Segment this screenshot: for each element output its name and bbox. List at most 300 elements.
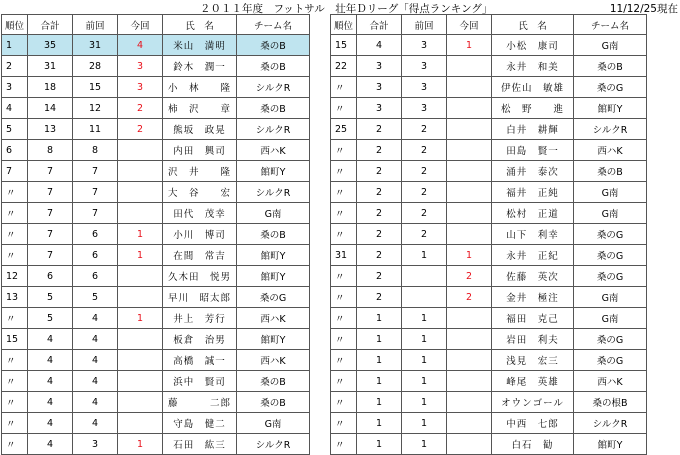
table-row (2, 392, 310, 413)
player-name-cell: 大 谷 宏 (163, 182, 237, 203)
previous-cell: 5 (73, 287, 118, 308)
current-cell: 2 (447, 287, 492, 308)
player-name-cell: 永井 和美 (492, 56, 574, 77)
total-cell: 1 (357, 434, 402, 455)
previous-cell: 3 (402, 77, 447, 98)
table-row (2, 98, 310, 119)
previous-cell: 1 (402, 308, 447, 329)
player-name-cell: 中西 七郎 (492, 413, 574, 434)
previous-cell: 1 (402, 371, 447, 392)
header-previous: 前回 (73, 15, 118, 35)
team-cell: 西ハK (574, 140, 647, 161)
rank-cell: 3 (2, 77, 28, 98)
rank-cell: 〃 (331, 182, 357, 203)
rank-cell: 〃 (331, 392, 357, 413)
total-cell: 2 (357, 182, 402, 203)
table-row (2, 308, 310, 329)
team-cell: 館町Y (574, 434, 647, 455)
rank-cell: 〃 (2, 203, 28, 224)
previous-cell: 2 (402, 224, 447, 245)
header-name: 氏 名 (163, 15, 237, 35)
player-name-cell: 佐藤 英次 (492, 266, 574, 287)
previous-cell: 7 (73, 203, 118, 224)
previous-cell: 1 (402, 413, 447, 434)
table-header-row (331, 15, 647, 35)
total-cell: 2 (357, 224, 402, 245)
current-cell (118, 266, 163, 287)
rank-cell: 〃 (331, 413, 357, 434)
rank-cell: 〃 (2, 182, 28, 203)
team-cell: 館町Y (237, 161, 310, 182)
rank-cell: 5 (2, 119, 28, 140)
team-cell: G南 (237, 203, 310, 224)
total-cell: 5 (28, 287, 73, 308)
team-cell: 桑のG (574, 224, 647, 245)
team-cell: シルクR (237, 119, 310, 140)
rank-cell: 〃 (331, 308, 357, 329)
total-cell: 18 (28, 77, 73, 98)
rank-cell: 〃 (2, 434, 28, 455)
team-cell: シルクR (574, 119, 647, 140)
team-cell: 館町Y (237, 245, 310, 266)
player-name-cell: 浅見 宏三 (492, 350, 574, 371)
rank-cell: 6 (2, 140, 28, 161)
current-cell: 2 (118, 98, 163, 119)
team-cell: 館町Y (237, 266, 310, 287)
ranking-rows-right (331, 35, 647, 455)
table-row (2, 35, 310, 56)
table-row (331, 119, 647, 140)
rank-cell: 〃 (2, 245, 28, 266)
current-cell (447, 350, 492, 371)
table-row (2, 329, 310, 350)
total-cell: 1 (357, 308, 402, 329)
table-row (2, 245, 310, 266)
team-cell: 桑のG (574, 245, 647, 266)
previous-cell: 11 (73, 119, 118, 140)
total-cell: 1 (357, 371, 402, 392)
table-row (331, 287, 647, 308)
rank-cell: 〃 (331, 371, 357, 392)
current-cell: 1 (118, 245, 163, 266)
player-name-cell: 田代 茂幸 (163, 203, 237, 224)
player-name-cell: オウンゴール (492, 392, 574, 413)
total-cell: 4 (357, 35, 402, 56)
team-cell: 桑のG (574, 77, 647, 98)
player-name-cell: 浜中 賢司 (163, 371, 237, 392)
total-cell: 2 (357, 161, 402, 182)
player-name-cell: 久木田 悦男 (163, 266, 237, 287)
current-cell: 1 (118, 434, 163, 455)
header-previous: 前回 (402, 15, 447, 35)
player-name-cell: 柿 沢 章 (163, 98, 237, 119)
table-row (2, 434, 310, 455)
player-name-cell: 在間 常吉 (163, 245, 237, 266)
header-rank: 順位 (2, 15, 28, 35)
rank-cell: 22 (331, 56, 357, 77)
team-cell: シルクR (237, 182, 310, 203)
total-cell: 2 (357, 266, 402, 287)
team-cell: 西ハK (237, 350, 310, 371)
player-name-cell: 米山 満明 (163, 35, 237, 56)
rank-cell: 〃 (331, 77, 357, 98)
current-cell (447, 224, 492, 245)
rank-cell: 〃 (331, 350, 357, 371)
previous-cell: 2 (402, 140, 447, 161)
total-cell: 1 (357, 413, 402, 434)
header-team: チーム名 (574, 15, 647, 35)
team-cell: 桑のG (574, 350, 647, 371)
rank-cell: 〃 (2, 392, 28, 413)
previous-cell: 8 (73, 140, 118, 161)
total-cell: 4 (28, 371, 73, 392)
team-cell: 桑のB (237, 224, 310, 245)
current-cell: 1 (118, 224, 163, 245)
player-name-cell: 福田 克己 (492, 308, 574, 329)
table-row (331, 392, 647, 413)
player-name-cell: 松村 正道 (492, 203, 574, 224)
table-row (331, 350, 647, 371)
total-cell: 2 (357, 140, 402, 161)
previous-cell: 4 (73, 329, 118, 350)
player-name-cell: 内田 興司 (163, 140, 237, 161)
table-row (2, 140, 310, 161)
total-cell: 7 (28, 245, 73, 266)
player-name-cell: 岩田 利夫 (492, 329, 574, 350)
team-cell: 桑のB (574, 161, 647, 182)
current-cell (118, 350, 163, 371)
rank-cell: 15 (2, 329, 28, 350)
total-cell: 2 (357, 245, 402, 266)
team-cell: G南 (237, 413, 310, 434)
player-name-cell: 金井 極注 (492, 287, 574, 308)
previous-cell: 2 (402, 203, 447, 224)
team-cell: 西ハK (237, 308, 310, 329)
current-cell (118, 371, 163, 392)
current-cell (447, 98, 492, 119)
total-cell: 4 (28, 413, 73, 434)
rank-cell: 〃 (331, 98, 357, 119)
team-cell: 桑のB (237, 56, 310, 77)
table-row (2, 182, 310, 203)
team-cell: 桑のG (574, 329, 647, 350)
rank-cell: 〃 (331, 140, 357, 161)
rank-cell: 〃 (2, 308, 28, 329)
current-cell (447, 371, 492, 392)
current-cell (447, 119, 492, 140)
previous-cell: 1 (402, 434, 447, 455)
player-name-cell: 沢 井 隆 (163, 161, 237, 182)
team-cell: シルクR (237, 77, 310, 98)
total-cell: 2 (357, 119, 402, 140)
total-cell: 2 (357, 203, 402, 224)
current-cell (447, 434, 492, 455)
team-cell: 桑のB (237, 371, 310, 392)
previous-cell (402, 287, 447, 308)
as-of-date: 11/12/25現在 (609, 3, 678, 15)
player-name-cell: 守島 健二 (163, 413, 237, 434)
player-name-cell: 早川 昭太郎 (163, 287, 237, 308)
player-name-cell: 小川 博司 (163, 224, 237, 245)
rank-cell: 31 (331, 245, 357, 266)
previous-cell: 6 (73, 245, 118, 266)
previous-cell: 1 (402, 350, 447, 371)
rank-cell: 〃 (331, 434, 357, 455)
player-name-cell: 松 野 進 (492, 98, 574, 119)
rank-cell: 〃 (331, 287, 357, 308)
current-cell (447, 140, 492, 161)
page-title: ２０１１年度 フットサル 壮年Ｄリーグ「得点ランキング」 (200, 3, 493, 15)
team-cell: G南 (574, 287, 647, 308)
rank-cell: 〃 (2, 413, 28, 434)
team-cell: G南 (574, 308, 647, 329)
rank-cell: 〃 (331, 224, 357, 245)
player-name-cell: 熊坂 政晃 (163, 119, 237, 140)
rank-cell: 〃 (331, 329, 357, 350)
player-name-cell: 井上 芳行 (163, 308, 237, 329)
total-cell: 35 (28, 35, 73, 56)
table-row (331, 35, 647, 56)
team-cell: G南 (574, 182, 647, 203)
total-cell: 7 (28, 203, 73, 224)
table-row (2, 371, 310, 392)
previous-cell: 3 (402, 35, 447, 56)
previous-cell: 28 (73, 56, 118, 77)
rank-cell: 〃 (331, 161, 357, 182)
rank-cell: 12 (2, 266, 28, 287)
rank-cell: 〃 (331, 203, 357, 224)
previous-cell: 12 (73, 98, 118, 119)
total-cell: 4 (28, 329, 73, 350)
previous-cell: 3 (402, 98, 447, 119)
total-cell: 1 (357, 329, 402, 350)
rank-cell: 〃 (2, 371, 28, 392)
player-name-cell: 板倉 治男 (163, 329, 237, 350)
team-cell: 西ハK (574, 371, 647, 392)
current-cell (447, 182, 492, 203)
player-name-cell: 石田 紘三 (163, 434, 237, 455)
previous-cell: 4 (73, 392, 118, 413)
header-name: 氏 名 (492, 15, 574, 35)
rank-cell: 7 (2, 161, 28, 182)
table-row (331, 224, 647, 245)
table-row (331, 182, 647, 203)
header-rank: 順位 (331, 15, 357, 35)
total-cell: 5 (28, 308, 73, 329)
header-team: チーム名 (237, 15, 310, 35)
total-cell: 3 (357, 98, 402, 119)
team-cell: シルクR (574, 413, 647, 434)
player-name-cell: 白井 耕輝 (492, 119, 574, 140)
team-cell: 西ハK (237, 140, 310, 161)
current-cell (447, 308, 492, 329)
previous-cell: 6 (73, 224, 118, 245)
total-cell: 7 (28, 161, 73, 182)
current-cell (118, 203, 163, 224)
previous-cell: 1 (402, 329, 447, 350)
player-name-cell: 峰尾 英雄 (492, 371, 574, 392)
rank-cell: 4 (2, 98, 28, 119)
current-cell (118, 413, 163, 434)
total-cell: 1 (357, 392, 402, 413)
previous-cell: 2 (402, 182, 447, 203)
rank-cell: 25 (331, 119, 357, 140)
previous-cell: 31 (73, 35, 118, 56)
team-cell: 桑のB (574, 56, 647, 77)
player-name-cell: 涌井 泰次 (492, 161, 574, 182)
total-cell: 4 (28, 434, 73, 455)
team-cell: 桑のG (574, 266, 647, 287)
player-name-cell: 伊佐山 敏雄 (492, 77, 574, 98)
current-cell (447, 203, 492, 224)
team-cell: 館町Y (574, 98, 647, 119)
header-current: 今回 (118, 15, 163, 35)
table-row (331, 329, 647, 350)
team-cell: G南 (574, 35, 647, 56)
rank-cell: 1 (2, 35, 28, 56)
current-cell (118, 140, 163, 161)
current-cell (118, 392, 163, 413)
player-name-cell: 田島 賢一 (492, 140, 574, 161)
previous-cell: 4 (73, 350, 118, 371)
player-name-cell: 小松 康司 (492, 35, 574, 56)
rank-cell: 〃 (2, 224, 28, 245)
table-row (331, 371, 647, 392)
total-cell: 13 (28, 119, 73, 140)
current-cell: 3 (118, 56, 163, 77)
previous-cell: 7 (73, 161, 118, 182)
total-cell: 14 (28, 98, 73, 119)
table-row (2, 224, 310, 245)
current-cell (118, 182, 163, 203)
table-header-row (2, 15, 310, 35)
team-cell: 桑のB (237, 392, 310, 413)
table-row (331, 203, 647, 224)
total-cell: 2 (357, 287, 402, 308)
current-cell: 1 (447, 245, 492, 266)
rank-cell: 13 (2, 287, 28, 308)
previous-cell: 15 (73, 77, 118, 98)
previous-cell: 7 (73, 182, 118, 203)
current-cell (447, 56, 492, 77)
previous-cell: 3 (73, 434, 118, 455)
table-row (331, 140, 647, 161)
table-row (331, 434, 647, 455)
ranking-table-right (330, 14, 647, 455)
total-cell: 6 (28, 266, 73, 287)
table-row (2, 77, 310, 98)
table-row (331, 161, 647, 182)
ranking-table-left (1, 14, 310, 455)
header-total: 合計 (28, 15, 73, 35)
previous-cell: 4 (73, 413, 118, 434)
table-row (331, 245, 647, 266)
current-cell (118, 287, 163, 308)
table-row (331, 266, 647, 287)
table-row (2, 413, 310, 434)
player-name-cell: 藤 二郎 (163, 392, 237, 413)
team-cell: シルクR (237, 434, 310, 455)
total-cell: 7 (28, 224, 73, 245)
total-cell: 31 (28, 56, 73, 77)
player-name-cell: 福井 正純 (492, 182, 574, 203)
table-row (2, 203, 310, 224)
current-cell: 2 (447, 266, 492, 287)
table-row (331, 308, 647, 329)
current-cell (447, 413, 492, 434)
table-row (2, 266, 310, 287)
table-row (2, 350, 310, 371)
table-row (331, 56, 647, 77)
current-cell: 4 (118, 35, 163, 56)
team-cell: 館町Y (237, 329, 310, 350)
ranking-rows-left (2, 35, 310, 455)
player-name-cell: 白石 勧 (492, 434, 574, 455)
total-cell: 7 (28, 182, 73, 203)
table-row (331, 77, 647, 98)
current-cell (447, 161, 492, 182)
total-cell: 8 (28, 140, 73, 161)
player-name-cell: 山下 利幸 (492, 224, 574, 245)
total-cell: 4 (28, 350, 73, 371)
player-name-cell: 鈴木 潤一 (163, 56, 237, 77)
current-cell (447, 392, 492, 413)
team-cell: 桑のB (237, 98, 310, 119)
previous-cell: 3 (402, 56, 447, 77)
rank-cell: 〃 (2, 350, 28, 371)
table-row (331, 413, 647, 434)
player-name-cell: 小 林 隆 (163, 77, 237, 98)
current-cell: 2 (118, 119, 163, 140)
previous-cell: 2 (402, 119, 447, 140)
current-cell: 3 (118, 77, 163, 98)
table-row (331, 98, 647, 119)
rank-cell: 〃 (331, 266, 357, 287)
previous-cell: 1 (402, 245, 447, 266)
team-cell: 桑のG (237, 287, 310, 308)
current-cell: 1 (118, 308, 163, 329)
current-cell (118, 329, 163, 350)
total-cell: 3 (357, 77, 402, 98)
previous-cell: 4 (73, 371, 118, 392)
player-name-cell: 高橋 誠一 (163, 350, 237, 371)
total-cell: 1 (357, 350, 402, 371)
table-row (2, 56, 310, 77)
total-cell: 4 (28, 392, 73, 413)
current-cell (118, 161, 163, 182)
previous-cell: 2 (402, 161, 447, 182)
current-cell: 1 (447, 35, 492, 56)
rank-cell: 2 (2, 56, 28, 77)
table-row (2, 287, 310, 308)
table-row (2, 161, 310, 182)
header-current: 今回 (447, 15, 492, 35)
table-row (2, 119, 310, 140)
previous-cell: 1 (402, 392, 447, 413)
current-cell (447, 77, 492, 98)
previous-cell: 4 (73, 308, 118, 329)
rank-cell: 15 (331, 35, 357, 56)
previous-cell: 6 (73, 266, 118, 287)
team-cell: 桑のB (237, 35, 310, 56)
total-cell: 3 (357, 56, 402, 77)
team-cell: 桑の根B (574, 392, 647, 413)
current-cell (447, 329, 492, 350)
player-name-cell: 永井 正紀 (492, 245, 574, 266)
team-cell: G南 (574, 203, 647, 224)
previous-cell (402, 266, 447, 287)
header-total: 合計 (357, 15, 402, 35)
